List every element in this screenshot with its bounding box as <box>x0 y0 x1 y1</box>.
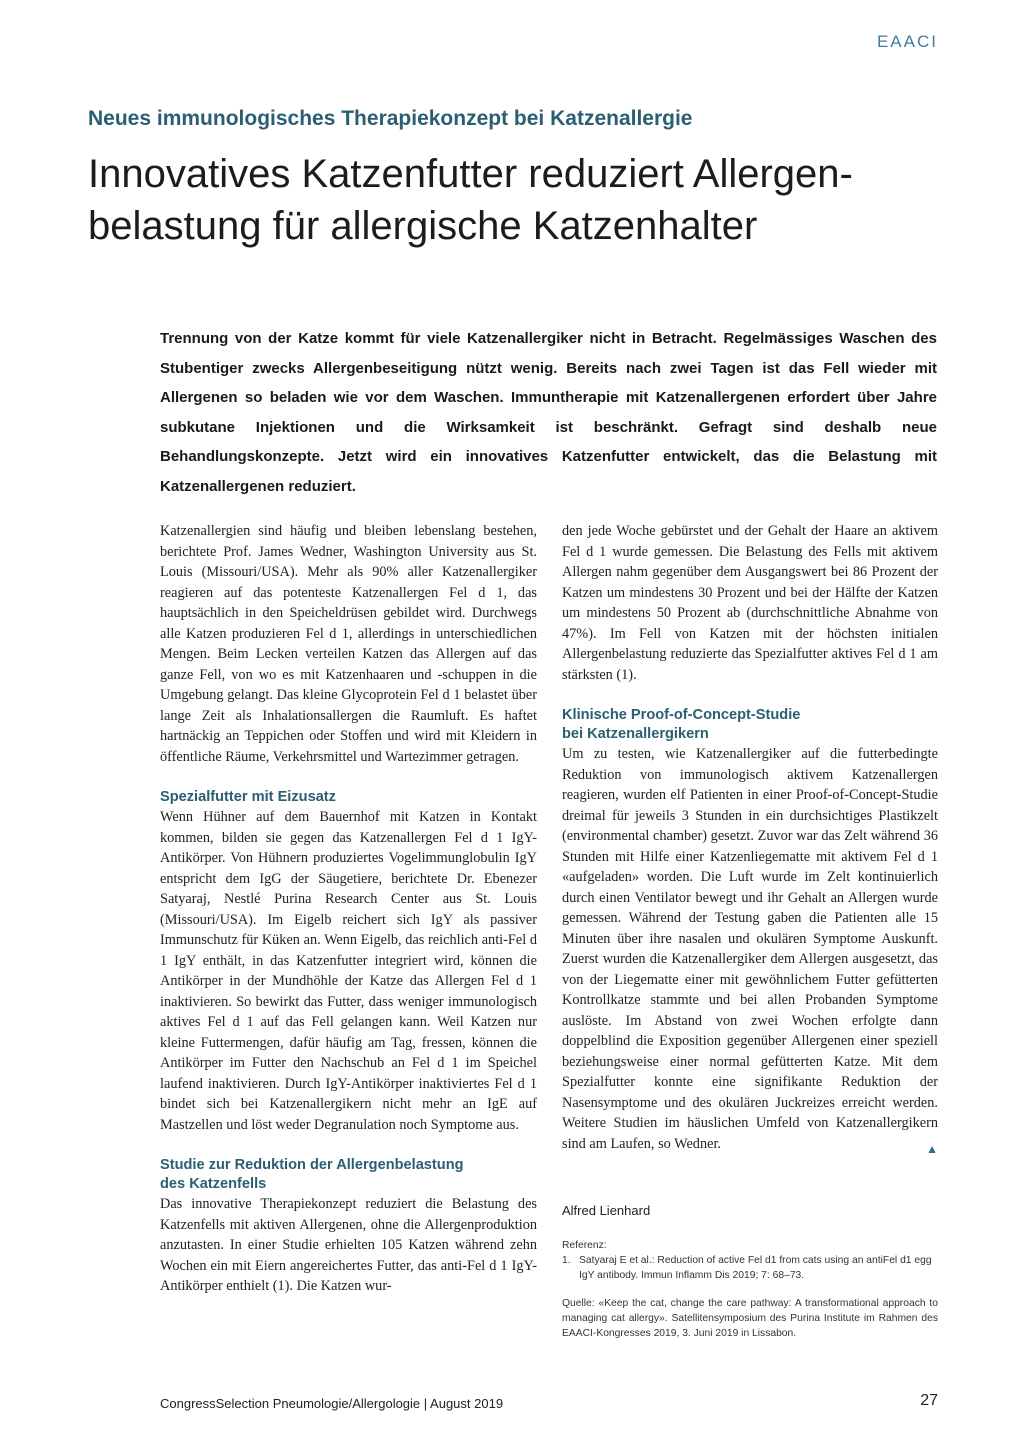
body-paragraph-5-text: Um zu testen, wie Katzenallergiker auf die futterbedingte Reduktion von immunologisch aktivem Katzenallergen reagieren, wurden elf Patienten in einer Proof-of-Concept-Studie dreimal für jeweils 3 Stunden in ein durchsichtiges Plastikzelt (environmental chamber) gesetzt. Zuvor war das Zelt während 36 Stunden mit Hilfe einer Katzenliegematte mit aktivem Fel d 1 «aufgeladen» worden. Die Luft wurde im Zelt kontinuierlich durch einen Ventilator bewegt und ihr Gehalt an Allergen wurde gemessen. Während der Testung gaben die Patienten alle 15 Minuten über ihre nasalen und okulären Symptome Auskunft. Zuerst wurden die Katzenallergiker dem Allergen ausgesetzt, das von der Liegematte einer mit gewöhnlichem Futter gefütterten Kontrollkatze stammte und bei allen Probanden Symptome auslöste. Im Abstand von zwei Wochen erfolgte dann doppelblind die Exposition gegenüber Allergenen einer speziell beziehungsweise einer normal gefütterten Katze. Mit dem Spezialfutter konnte eine signifikante Reduktion der Nasensymptome und des okulären Juckreizes erreicht werden. Weitere Studien im häuslichen Umfeld von Katzenallergikern sind am Laufen, so Wedner. <box>562 746 938 1152</box>
body-paragraph-1: Katzenallergien sind häufig und bleiben lebenslang bestehen, berichtete Prof. James Wedner, Washington University aus St. Louis (Missouri/USA). Mehr als 90% aller Katzenallergiker reagieren auf das potenteste Katzenallergen Fel d 1, das hauptsächlich in den Speicheldrüsen gebildet wird. Durchwegs alle Katzen produzieren Fel d 1, allerdings in unterschiedlichen Mengen. Beim Lecken verteilen Katzen das Allergen auf das ganze Fell, von wo es mit Katzenhaaren und -schuppen in die Umgebung gelangt. Das kleine Glycoprotein Fel d 1 belastet über lange Zeit als Inhalationsallergen die Raumluft. Es haftet hartnäckig an Teppichen oder Stoffen und wird mit Kleidern in öffentliche Räume, Verkehrsmittel und Wartezimmer getragen. <box>160 523 537 765</box>
subheading-studie <box>160 1156 537 1194</box>
footer-publication: CongressSelection Pneumologie/Allergologie | August 2019 <box>160 1396 504 1411</box>
article-headline <box>88 148 948 252</box>
right-column <box>562 521 938 1159</box>
reference-text: Satyaraj E et al.: Reduction of active Fel d1 from cats using an antiFel d1 egg IgY antibody. Immun Inflamm Dis 2019; 7: 68–73. <box>579 1255 932 1281</box>
body-paragraph-4: den jede Woche gebürstet und der Gehalt der Haare an aktivem Fel d 1 wurde gemessen. Die Belastung des Fells mit aktivem Allergen nahm gegenüber dem Ausgangswert bei 86 Prozent der Katzen um mindestens 30 Prozent und bei der Hälfte der Katzen um mindestens 50 Prozent ab (durchschnittliche Abnahme von 47%). Im Fell von Katzen mit der höchsten initialen Allergenbelastung reduzierte das Spezialfutter aktives Fel d 1 am stärksten (1). <box>562 523 938 683</box>
subheading-spezialfutter: Spezialfutter mit Eizusatz <box>160 789 336 805</box>
reference-item <box>562 1253 938 1283</box>
body-paragraph-2: Wenn Hühner auf dem Bauernhof mit Katzen in Kontakt kommen, bilden sie gegen das Katzenallergen Fel d 1 IgY-Antikörper. Von Hühnern produziertes Vogelimmunglobulin IgY entspricht dem IgG der Säugetiere, berichtete Dr. Ebenezer Satyaraj, Nestlé Purina Research Center aus St. Louis (Missouri/USA). Im Eigelb reichert sich IgY als passiver Immunschutz für Küken an. Wenn Eigelb, das reichlich anti-Fel d 1 IgY enthält, in das Katzenfutter integriert wird, können die Antikörper in der Mundhöhle der Katze das Allergen Fel d 1 inaktivieren. So bewirkt das Futter, dass weniger immunologisch aktives Fel d 1 auf das Fell gelangen kann. Weil Katzen nur kleine Futtermengen, dafür häufig am Tag, fressen, können die Antikörper im Futter den Nachschub an Fel d 1 im Speichel laufend inaktivieren. Durch IgY-Antikörper inaktiviertes Fel d 1 bindet sich bei Katzenallergikern nicht mehr an IgE auf Mastzellen und löst weder Degranulation noch Symptome aus. <box>160 809 537 1133</box>
article-kicker: Neues immunologisches Therapiekonzept bei Katzenallergie <box>88 107 693 130</box>
lead-paragraph: Trennung von der Katze kommt für viele Katzenallergiker nicht in Betracht. Regelmässiges Waschen des Stubentiger zwecks Allergenbeseitigung nützt wenig. Bereits nach zwei Tagen ist das Fell wieder mit Allergenen so beladen wie vor dem Waschen. Immuntherapie mit Katzenallergenen erfordert über Jahre subkutane Injektionen und die Wirksamkeit ist beschränkt. Gefragt sind deshalb neue Behandlungskonzepte. Jetzt wird ein innovatives Katzenfutter entwickelt, das die Belastung mit Katzenallergenen reduziert. <box>160 330 937 495</box>
subheading-klinische-line-2: bei Katzenallergikern <box>562 726 709 742</box>
headline-line-2: belastung für allergische Katzenhalter <box>88 204 758 248</box>
body-paragraph-3: Das innovative Therapiekonzept reduziert die Belastung des Katzenfells mit aktiven Allergenen, ohne die Allergenproduktion anzutasten. In einer Studie erhielten 105 Katzen während zehn Wochen ein mit Eiern angereichertes Futter, das anti-Fel d 1 IgY-Antikörper enthielt (1). Die Katzen wur- <box>160 1196 537 1294</box>
section-tag: EAACI <box>876 32 938 51</box>
subheading-klinische-line-1: Klinische Proof-of-Concept-Studie <box>562 707 801 723</box>
references-block <box>562 1238 938 1341</box>
source-note: Quelle: «Keep the cat, change the care pathway: A transformational approach to managing cat allergy». Satellitensymposium des Purina Institute im Rahmen des EAACI-Kongresses 2019, 3. Juni 2019 in Lissabon. <box>562 1298 938 1339</box>
reference-number: 1. <box>562 1255 571 1266</box>
references-label: Referenz: <box>562 1240 607 1251</box>
page-number: 27 <box>920 1392 938 1409</box>
author-name: Alfred Lienhard <box>562 1203 651 1218</box>
end-triangle-icon: ▲ <box>926 1141 938 1156</box>
headline-line-1: Innovatives Katzenfutter reduziert Allergen- <box>88 152 853 196</box>
subheading-klinische-studie <box>562 706 938 744</box>
subheading-studie-line-2: des Katzenfells <box>160 1176 267 1192</box>
subheading-studie-line-1: Studie zur Reduktion der Allergenbelastung <box>160 1157 464 1173</box>
body-paragraph-5 <box>562 744 938 1154</box>
left-column <box>160 521 537 1297</box>
